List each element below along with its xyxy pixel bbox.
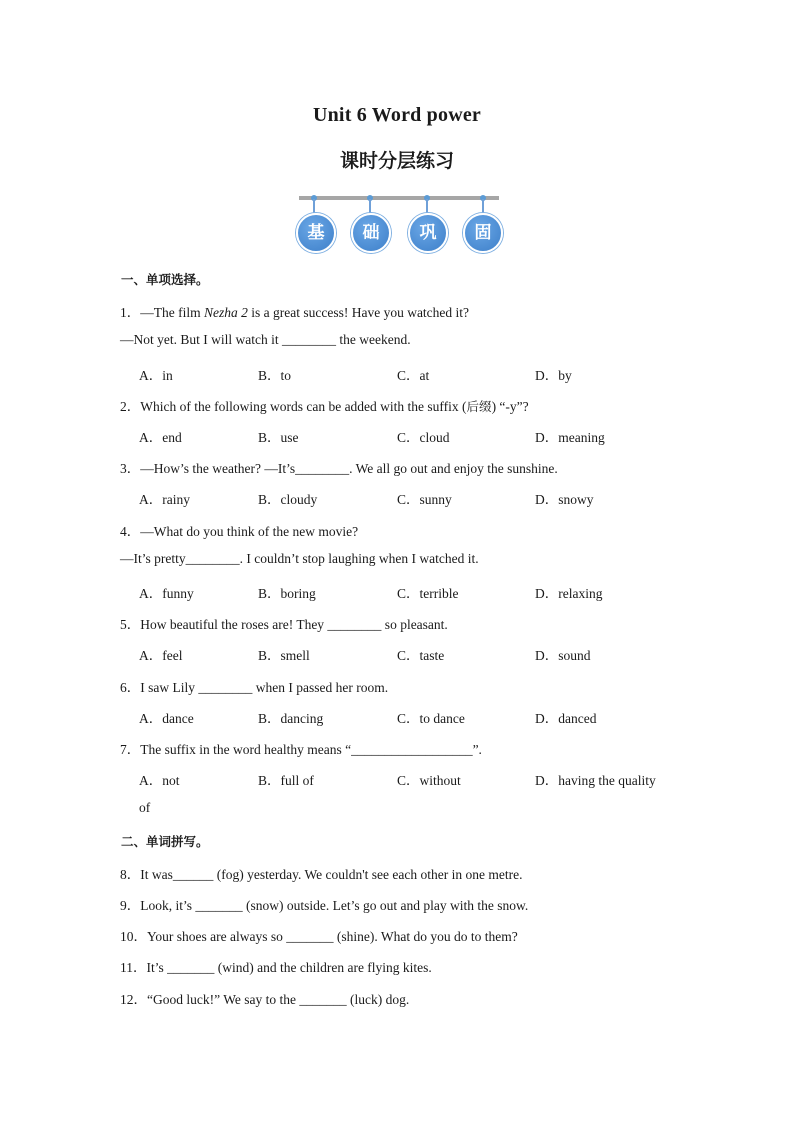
banner-char-2: 础 bbox=[351, 213, 391, 253]
option-d: D．danced bbox=[535, 711, 597, 726]
question-12: 12．“Good luck!” We say to the _______ (luck) dog. bbox=[120, 992, 410, 1007]
question-1 bbox=[120, 301, 469, 321]
banner bbox=[296, 193, 502, 253]
question-4: 4．—What do you think of the new movie? bbox=[120, 524, 359, 539]
question-9: 9．Look, it’s _______ (snow) outside. Let’s go out and play with the snow. bbox=[120, 898, 529, 913]
option-b: B．smell bbox=[258, 648, 310, 663]
option-c: C．taste bbox=[397, 648, 445, 663]
section-heading: 二、单词拼写。 bbox=[121, 834, 209, 849]
question-3: 3．—How’s the weather? —It’s________. We all go out and enjoy the sunshine. bbox=[120, 461, 558, 476]
question-text: is a great success! Have you watched it? bbox=[247, 305, 470, 320]
option-a: A．feel bbox=[139, 648, 183, 663]
banner-char-1: 基 bbox=[296, 213, 336, 253]
option-d: D．meaning bbox=[535, 430, 605, 445]
option-c: C．without bbox=[397, 773, 461, 788]
option-b: B．cloudy bbox=[258, 492, 318, 507]
option-d: D．snowy bbox=[535, 492, 594, 507]
question-5-options bbox=[139, 644, 699, 662]
option-c: C．terrible bbox=[397, 586, 459, 601]
option-b: B．dancing bbox=[258, 711, 324, 726]
option-c: C．to dance bbox=[397, 711, 465, 726]
question-5: 5．How beautiful the roses are! They ________ so pleasant. bbox=[120, 617, 448, 632]
option-d: D．having the quality bbox=[535, 773, 656, 788]
question-7: 7．The suffix in the word healthy means “__________________”. bbox=[120, 742, 482, 757]
question-number: 1． bbox=[120, 305, 141, 320]
question-2 bbox=[120, 395, 529, 415]
option-d: D．relaxing bbox=[535, 586, 603, 601]
banner-stem bbox=[482, 199, 484, 213]
option-a: A．rainy bbox=[139, 492, 190, 507]
question-4-reply: —It’s pretty________. I couldn’t stop laughing when I watched it. bbox=[120, 551, 479, 566]
question-text: 2．Which of the following words can be added with the suffix ( bbox=[120, 399, 467, 414]
option-b: B．to bbox=[258, 368, 292, 383]
banner-char-3: 巩 bbox=[408, 213, 448, 253]
question-1-options bbox=[139, 364, 699, 382]
option-b: B．full of bbox=[258, 773, 314, 788]
option-d: D．sound bbox=[535, 648, 591, 663]
option-d: D．by bbox=[535, 368, 572, 383]
question-text: —The film bbox=[140, 305, 204, 320]
question-11: 11．It’s _______ (wind) and the children are flying kites. bbox=[120, 960, 432, 975]
question-3-options bbox=[139, 488, 699, 506]
banner-char-4: 固 bbox=[463, 213, 503, 253]
option-a: A．in bbox=[139, 368, 173, 383]
banner-stem bbox=[369, 199, 371, 213]
question-6-options bbox=[139, 707, 699, 725]
option-c: C．sunny bbox=[397, 492, 452, 507]
question-2-options bbox=[139, 426, 699, 444]
chinese-note: 后缀 bbox=[466, 399, 492, 414]
question-10: 10．Your shoes are always so _______ (shine). What do you do to them? bbox=[120, 929, 518, 944]
question-8: 8．It was______ (fog) yesterday. We couldn't see each other in one metre. bbox=[120, 867, 523, 882]
question-4-options bbox=[139, 582, 699, 600]
banner-stem bbox=[426, 199, 428, 213]
option-b: B．use bbox=[258, 430, 299, 445]
option-a: A．dance bbox=[139, 711, 194, 726]
question-6: 6．I saw Lily ________ when I passed her room. bbox=[120, 680, 389, 695]
page-title: Unit 6 Word power bbox=[312, 104, 482, 126]
banner-bar bbox=[299, 196, 499, 200]
question-7-options bbox=[139, 769, 699, 787]
option-b: B．boring bbox=[258, 586, 316, 601]
option-c: C．at bbox=[397, 368, 430, 383]
film-title: Nezha 2 bbox=[204, 305, 248, 320]
banner-stem bbox=[313, 199, 315, 213]
question-1-reply: —Not yet. But I will watch it ________ the weekend. bbox=[120, 332, 411, 347]
page-subtitle: 课时分层练习 bbox=[339, 150, 454, 172]
option-c: C．cloud bbox=[397, 430, 450, 445]
option-d-wrap: of bbox=[139, 800, 151, 815]
option-a: A．end bbox=[139, 430, 182, 445]
option-a: A．not bbox=[139, 773, 180, 788]
question-text: ) “-y”? bbox=[491, 399, 529, 414]
option-a: A．funny bbox=[139, 586, 194, 601]
section-heading: 一、单项选择。 bbox=[121, 272, 209, 287]
